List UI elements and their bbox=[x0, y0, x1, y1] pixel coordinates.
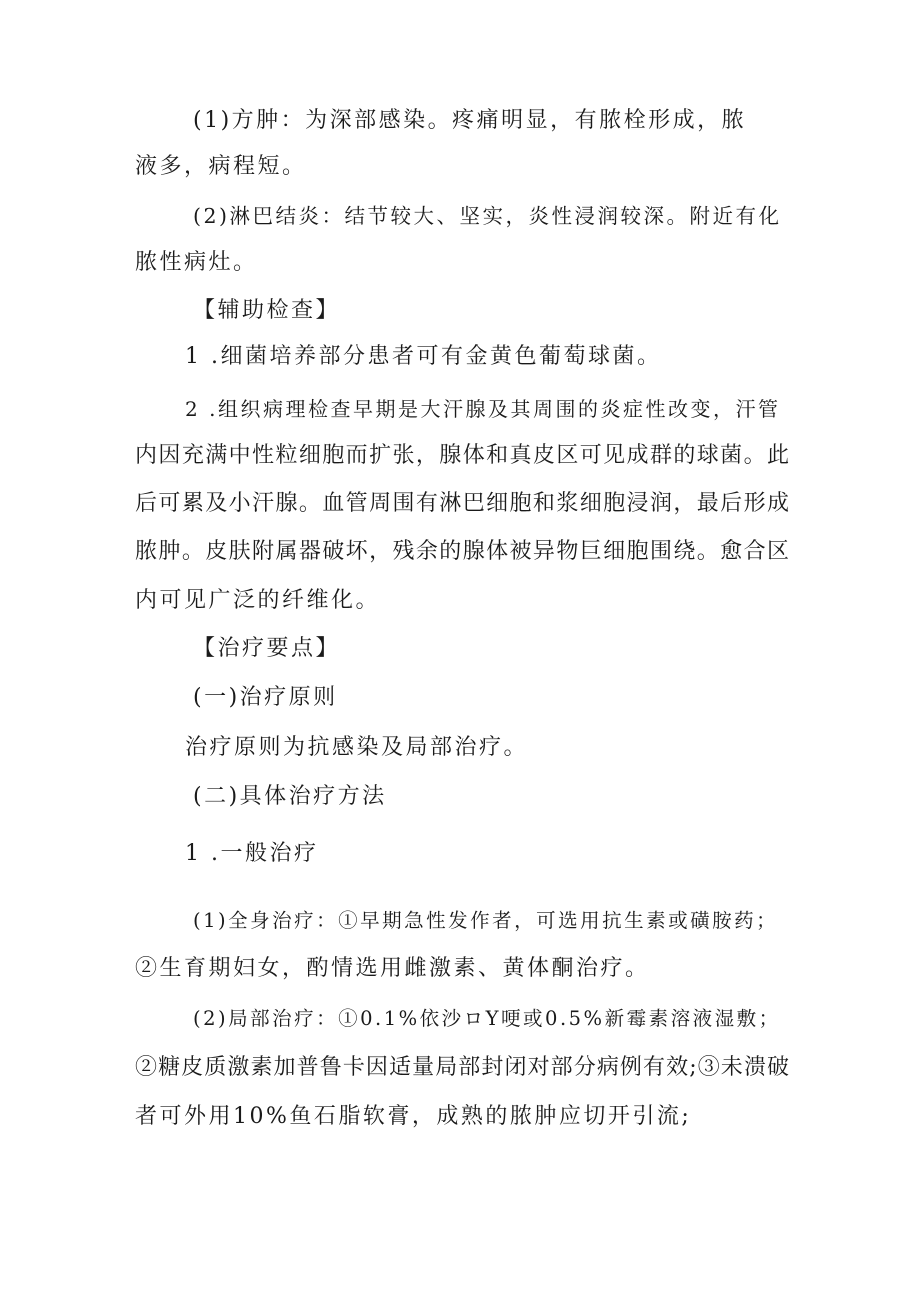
subsection-heading: 1 .一般治疗 bbox=[185, 841, 319, 866]
paragraph-line: (1)全身治疗：①早期急性发作者，可选用抗生素或磺胺药； bbox=[193, 909, 779, 932]
subsection-heading: (一)治疗原则 bbox=[193, 685, 338, 710]
paragraph-line: (2)局部治疗：①0.1%依沙ロY哽或0.5%新霉素溶液湿敷； bbox=[193, 1007, 781, 1030]
paragraph-line: ②糖皮质激素加普鲁卡因适量局部封闭对部分病例有效;③未溃破 bbox=[135, 1055, 789, 1080]
paragraph-line: 治疗原则为抗感染及局部治疗。 bbox=[185, 735, 529, 760]
subsection-heading: (二)具体治疗方法 bbox=[193, 784, 387, 809]
paragraph-line: 1 .细菌培养部分患者可有金黄色葡萄球菌。 bbox=[185, 344, 662, 369]
paragraph-line: (2)淋巴结炎：结节较大、坚实，炎性浸润较深。附近有化 bbox=[193, 204, 782, 228]
paragraph-line: 者可外用10%鱼石脂软膏，成熟的脓肿应切开引流; bbox=[135, 1104, 692, 1129]
paragraph-line: 后可累及小汗腺。血管周围有淋巴细胞和浆细胞浸润，最后形成 bbox=[135, 491, 789, 516]
section-heading: 【辅助检查】 bbox=[193, 298, 341, 323]
paragraph-line: 液多，病程短。 bbox=[135, 154, 307, 179]
section-heading: 【治疗要点】 bbox=[193, 636, 341, 661]
paragraph-line: 脓肿。皮肤附属器破坏，残余的腺体被异物巨细胞围绕。愈合区 bbox=[135, 539, 789, 564]
paragraph-line: 内因充满中性粒细胞而扩张，腺体和真皮区可见成群的球菌。此 bbox=[135, 443, 789, 468]
paragraph-line: ②生育期妇女，酌情选用雌激素、黄体酮治疗。 bbox=[135, 956, 650, 981]
paragraph-line: 内可见广泛的纤维化。 bbox=[135, 588, 381, 613]
paragraph-line: (1)方肿：为深部感染。疼痛明显，有脓栓形成，脓 bbox=[193, 108, 747, 133]
paragraph-line: 2 .组织病理检查早期是大汗腺及其周围的炎症性改变，汗管 bbox=[185, 397, 781, 421]
paragraph-line: 脓性病灶。 bbox=[135, 250, 258, 275]
